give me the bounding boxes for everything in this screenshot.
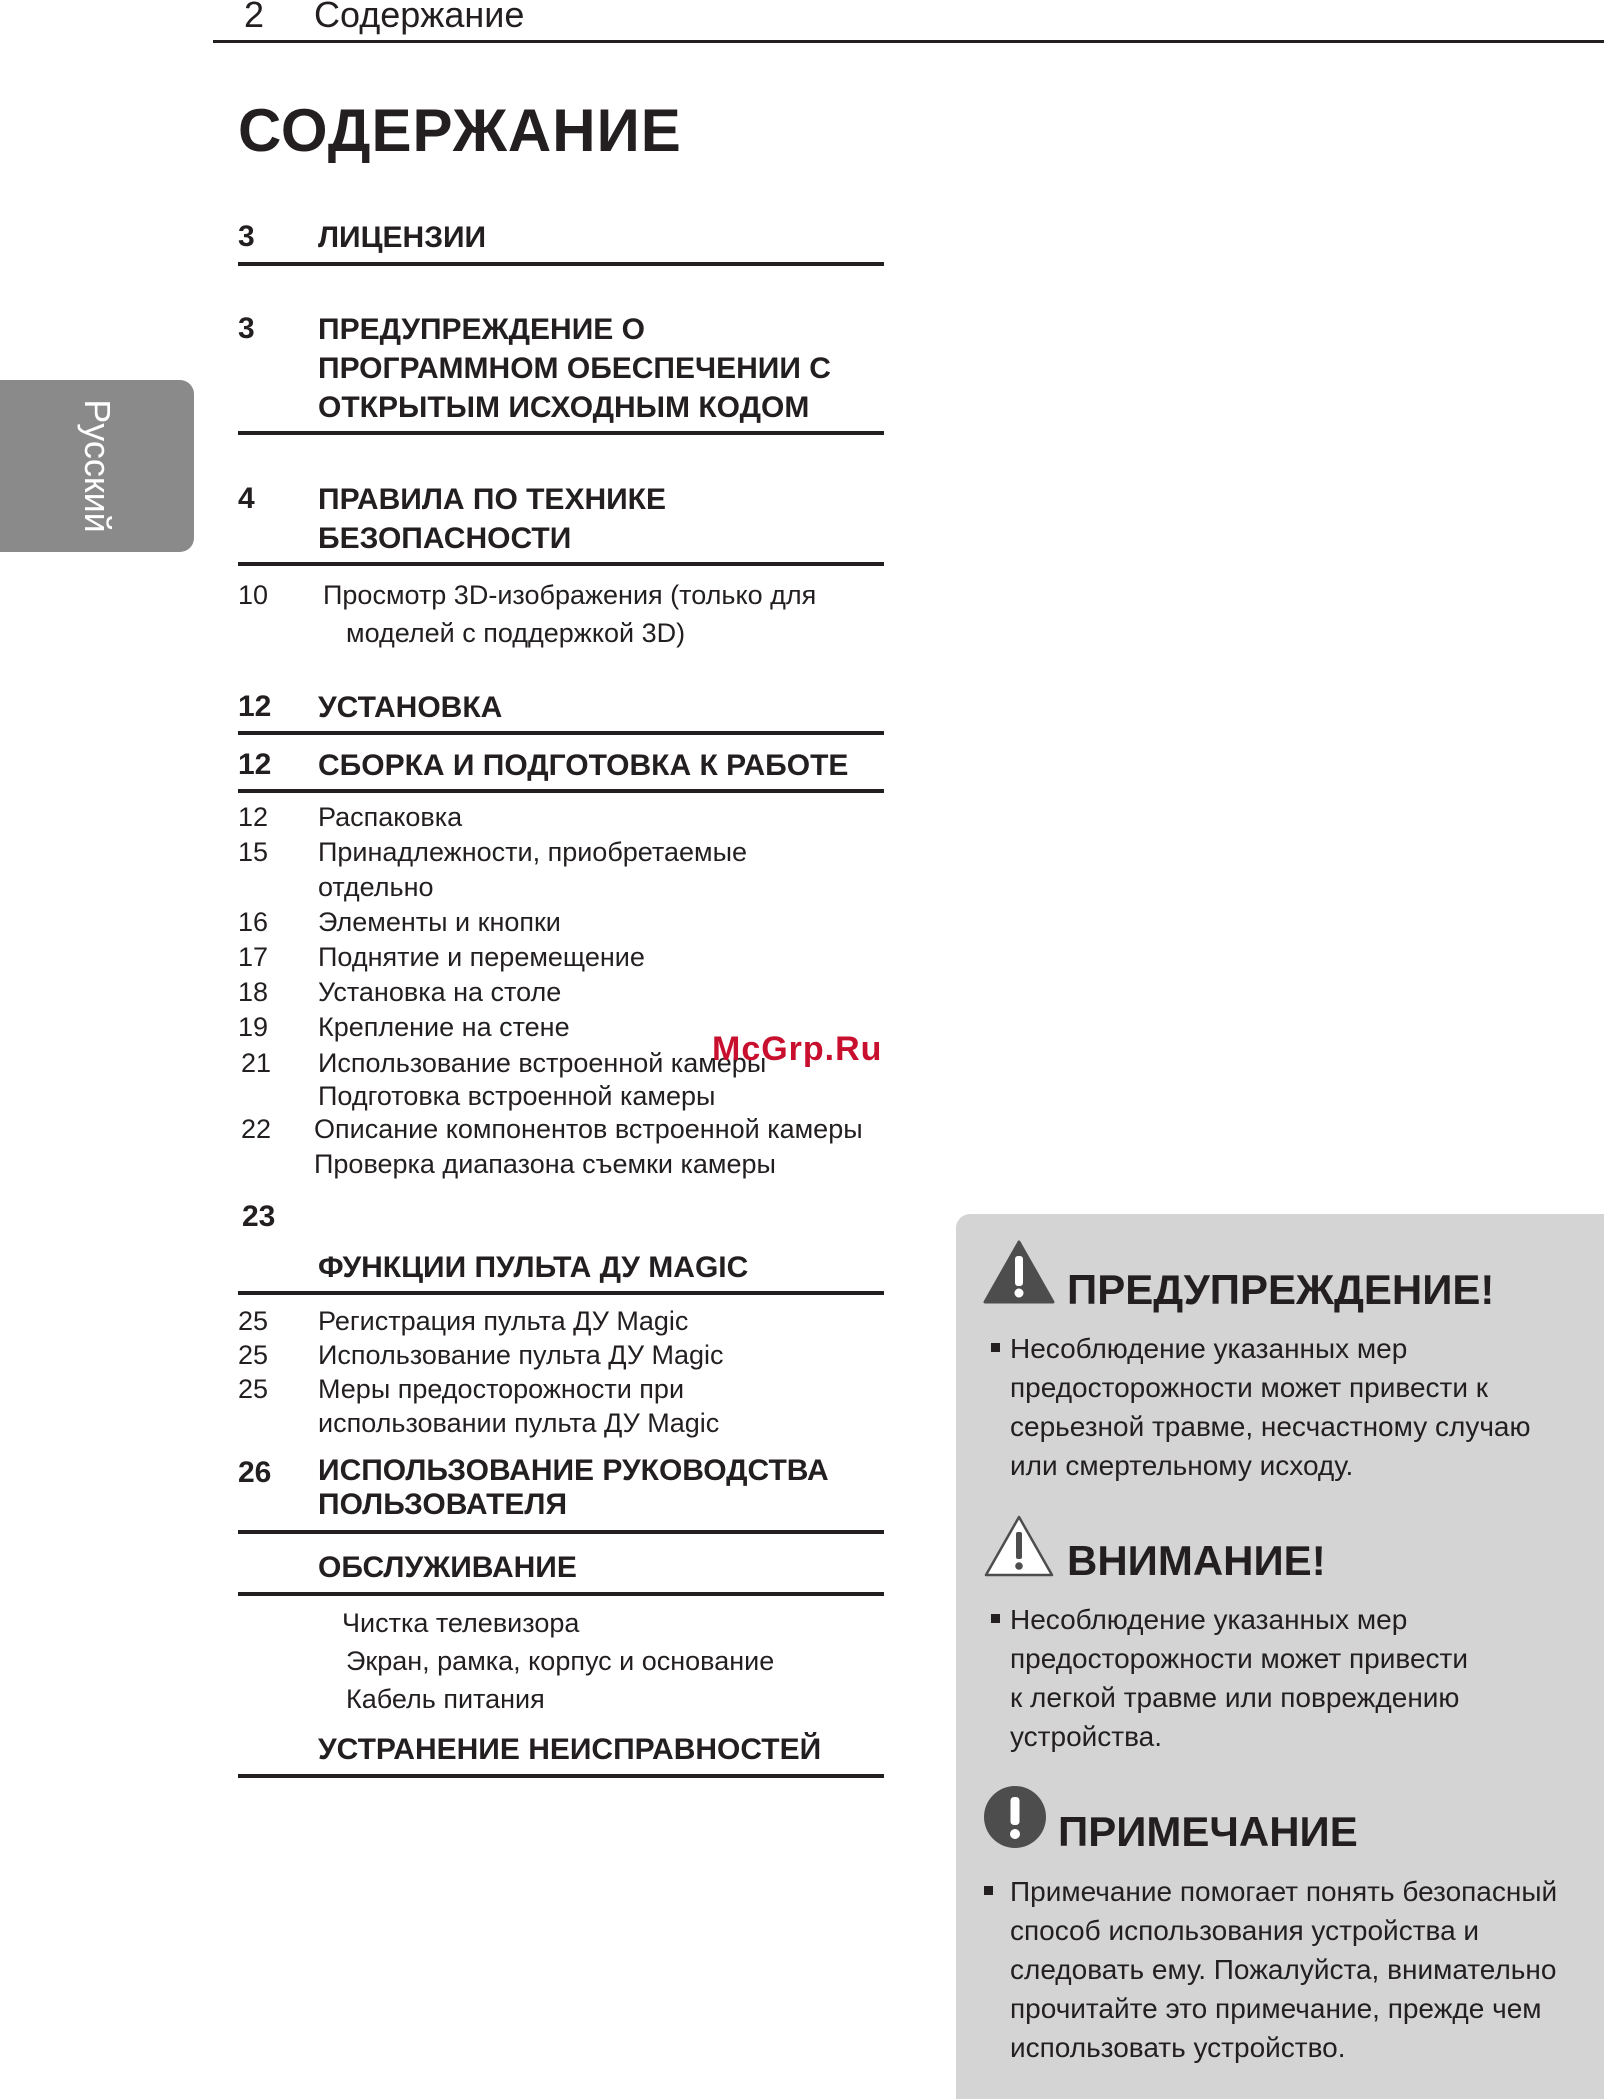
toc-item-licenses[interactable]: ЛИЦЕНЗИИ (318, 221, 487, 254)
toc-page-magic-use[interactable]: 25 (238, 1340, 269, 1370)
toc-rule (238, 731, 884, 735)
warning-text: Несоблюдение указанных мер предосторожности может привести к серьезной травме, несчастному случаю или смертельному исходу. (1010, 1333, 1531, 1481)
language-tab-label: Русский (77, 399, 118, 533)
toc-item-assembly[interactable]: СБОРКА И ПОДГОТОВКА К РАБОТЕ (318, 749, 849, 782)
toc-item-camera[interactable]: Использование встроенной камеры (318, 1048, 767, 1078)
toc-item-camera-range[interactable]: Проверка диапазона съемки камеры (314, 1149, 776, 1179)
header-title: Содержание (314, 0, 525, 35)
toc-item-wall[interactable]: Крепление на стене (318, 1012, 570, 1042)
toc-item-unpacking[interactable]: Распаковка (318, 802, 463, 832)
note-icon (983, 1785, 1047, 1849)
page-number: 2 (244, 0, 265, 35)
toc-page-assembly[interactable]: 12 (238, 748, 272, 781)
note-title: ПРИМЕЧАНИЕ (1058, 1808, 1358, 1855)
toc-item-camera-parts[interactable]: Описание компонентов встроенной камеры (314, 1114, 863, 1144)
toc-page-accessories[interactable]: 15 (238, 837, 269, 867)
toc-item-3d[interactable]: Просмотр 3D-изображения (только для (323, 580, 817, 610)
toc-rule (238, 1592, 884, 1596)
language-tab (0, 380, 194, 552)
toc-item-maintenance[interactable]: ОБСЛУЖИВАНИЕ (318, 1551, 577, 1584)
toc-item-3d-cont[interactable]: моделей с поддержкой 3D) (346, 618, 686, 648)
toc-page-camera[interactable]: 21 (241, 1048, 272, 1078)
toc-page-unpacking[interactable]: 12 (238, 802, 269, 832)
toc-item-accessories[interactable]: Принадлежности, приобретаемые отдельно (318, 837, 748, 902)
header-rule (213, 40, 1604, 43)
toc-page-camera-parts[interactable]: 22 (241, 1114, 272, 1144)
toc-page-magic-reg[interactable]: 25 (238, 1306, 269, 1336)
toc-item-safety[interactable]: ПРАВИЛА ПО ТЕХНИКЕ БЕЗОПАСНОСТИ (318, 483, 667, 555)
toc-page-install[interactable]: 12 (238, 690, 272, 723)
toc-page-opensource[interactable]: 3 (238, 312, 255, 345)
warning-title: ПРЕДУПРЕЖДЕНИЕ! (1067, 1266, 1495, 1313)
toc-item-magic-reg[interactable]: Регистрация пульта ДУ Magic (318, 1306, 689, 1336)
toc-page-buttons[interactable]: 16 (238, 907, 269, 937)
toc-page-table[interactable]: 18 (238, 977, 269, 1007)
toc-item-magic[interactable]: ФУНКЦИИ ПУЛЬТА ДУ MAGIC (318, 1251, 749, 1284)
toc-page-wall[interactable]: 19 (238, 1012, 269, 1042)
toc-page-safety[interactable]: 4 (238, 482, 255, 515)
caution-bullet (991, 1614, 1000, 1623)
warning-icon (983, 1240, 1055, 1304)
toc-page-magic[interactable]: 23 (242, 1200, 276, 1233)
toc-rule (238, 262, 884, 266)
page-title: СОДЕРЖАНИЕ (238, 97, 682, 164)
toc-item-screen[interactable]: Экран, рамка, корпус и основание (346, 1646, 775, 1676)
toc-item-cable[interactable]: Кабель питания (346, 1684, 545, 1714)
toc-item-magic-use[interactable]: Использование пульта ДУ Magic (318, 1340, 724, 1370)
toc-rule (238, 562, 884, 566)
caution-text: Несоблюдение указанных мер предосторожности может привести к легкой травме или повреждению устройства. (1010, 1604, 1468, 1752)
watermark: McGrp.Ru (712, 1030, 883, 1068)
toc-page-manual[interactable]: 26 (238, 1456, 272, 1489)
note-text: Примечание помогает понять безопасный способ использования устройства и следовать ему. Пожалуйста, внимательно прочитайте это примечание, прежде чем использовать устройство. (1010, 1876, 1558, 2063)
toc-page-magic-caution[interactable]: 25 (238, 1374, 269, 1404)
caution-icon (983, 1514, 1055, 1578)
toc-item-magic-caution[interactable]: Меры предосторожности при использовании пульта ДУ Magic (318, 1374, 720, 1438)
toc-rule (238, 789, 884, 793)
toc-item-manual[interactable]: ИСПОЛЬЗОВАНИЕ РУКОВОДСТВА ПОЛЬЗОВАТЕЛЯ (318, 1454, 829, 1521)
toc-page-lifting[interactable]: 17 (238, 942, 269, 972)
toc-rule (238, 1291, 884, 1295)
warning-bullet (991, 1343, 1000, 1352)
toc-item-install[interactable]: УСТАНОВКА (318, 691, 503, 724)
toc-item-troubleshooting[interactable]: УСТРАНЕНИЕ НЕИСПРАВНОСТЕЙ (318, 1733, 822, 1766)
caution-title: ВНИМАНИЕ! (1067, 1537, 1326, 1584)
toc-rule (238, 431, 884, 435)
toc-item-camera-prep[interactable]: Подготовка встроенной камеры (318, 1081, 716, 1111)
toc-page-licenses[interactable]: 3 (238, 220, 255, 253)
note-bullet (984, 1886, 993, 1895)
toc-item-buttons[interactable]: Элементы и кнопки (318, 907, 561, 937)
toc-item-opensource[interactable]: ПРЕДУПРЕЖДЕНИЕ О ПРОГРАММНОМ ОБЕСПЕЧЕНИИ С ОТКРЫТЫМ ИСХОДНЫМ КОДОМ (318, 313, 831, 424)
toc-rule (238, 1530, 884, 1534)
toc-item-lifting[interactable]: Поднятие и перемещение (318, 942, 645, 972)
toc-rule (238, 1774, 884, 1778)
toc-item-table[interactable]: Установка на столе (318, 977, 562, 1007)
toc-page-3d[interactable]: 10 (238, 580, 269, 610)
toc-item-cleaning[interactable]: Чистка телевизора (342, 1608, 580, 1638)
